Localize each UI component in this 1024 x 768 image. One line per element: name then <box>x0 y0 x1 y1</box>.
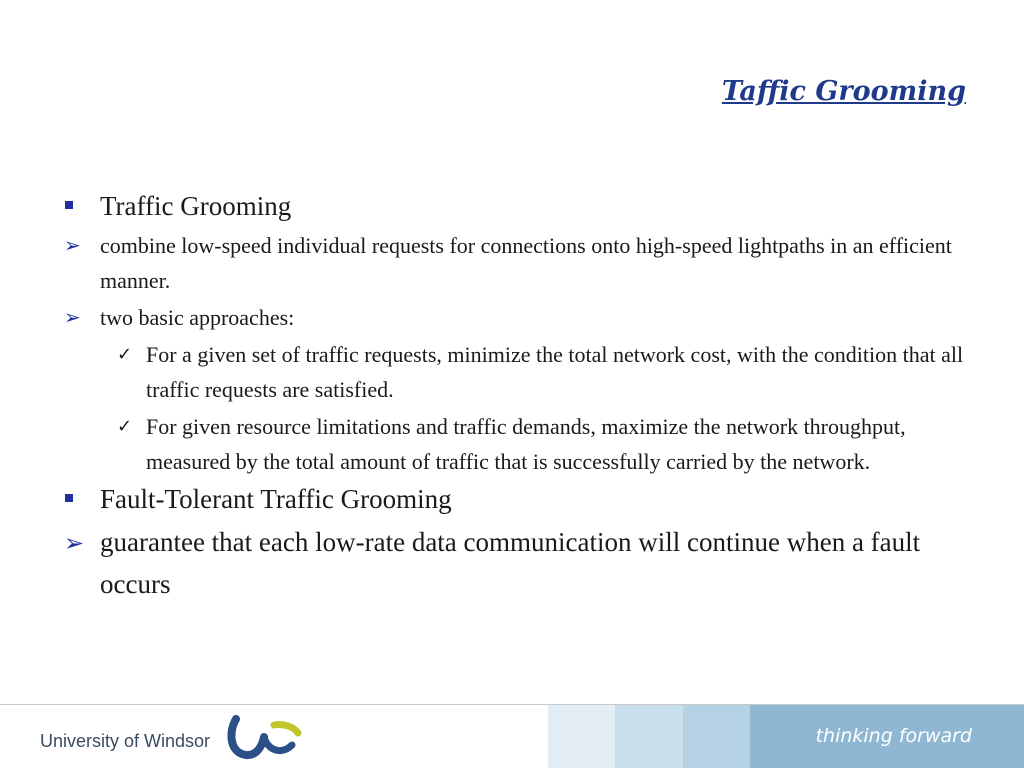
arrow-bullet-icon: ➢ <box>64 529 85 557</box>
footer-block <box>615 705 683 768</box>
bullet-text: For a given set of traffic requests, minimize the total network cost, with the condition that all traffic requests are satisfied. <box>146 342 964 402</box>
tagline: thinking forward <box>815 725 972 747</box>
bullet-item <box>60 300 975 335</box>
university-logo-icon <box>226 713 302 761</box>
bullet-text: combine low-speed individual requests for connections onto high-speed lightpaths in an efficient manner. <box>100 233 952 293</box>
check-bullet-icon: ✓ <box>117 416 133 437</box>
arrow-bullet-icon: ➢ <box>64 305 81 329</box>
university-name: University of Windsor <box>40 731 211 751</box>
bullet-item <box>60 337 975 407</box>
bullet-item <box>60 521 975 605</box>
check-bullet-icon: ✓ <box>117 344 133 365</box>
bullet-text: Traffic Grooming <box>100 191 292 221</box>
arrow-bullet-icon: ➢ <box>64 233 81 257</box>
bullet-text: Fault-Tolerant Traffic Grooming <box>100 484 452 514</box>
square-bullet-icon <box>65 494 73 502</box>
bullet-item <box>60 188 975 224</box>
bullet-text: For given resource limitations and traffic demands, maximize the network throughput, measured by the total amount of traffic that is successfully carried by the network. <box>146 414 906 474</box>
square-bullet-icon <box>65 201 73 209</box>
bullet-item <box>60 481 975 517</box>
bullet-item <box>60 409 975 479</box>
footer-block <box>548 705 615 768</box>
slide-title: Taffic Grooming <box>721 76 966 107</box>
bullet-text: guarantee that each low-rate data communication will continue when a fault occurs <box>100 527 921 599</box>
bullet-item <box>60 228 975 298</box>
bullet-text: two basic approaches: <box>100 305 295 330</box>
footer <box>0 705 1024 768</box>
slide-content <box>60 188 975 607</box>
footer-block <box>750 705 1024 768</box>
footer-block <box>683 705 750 768</box>
